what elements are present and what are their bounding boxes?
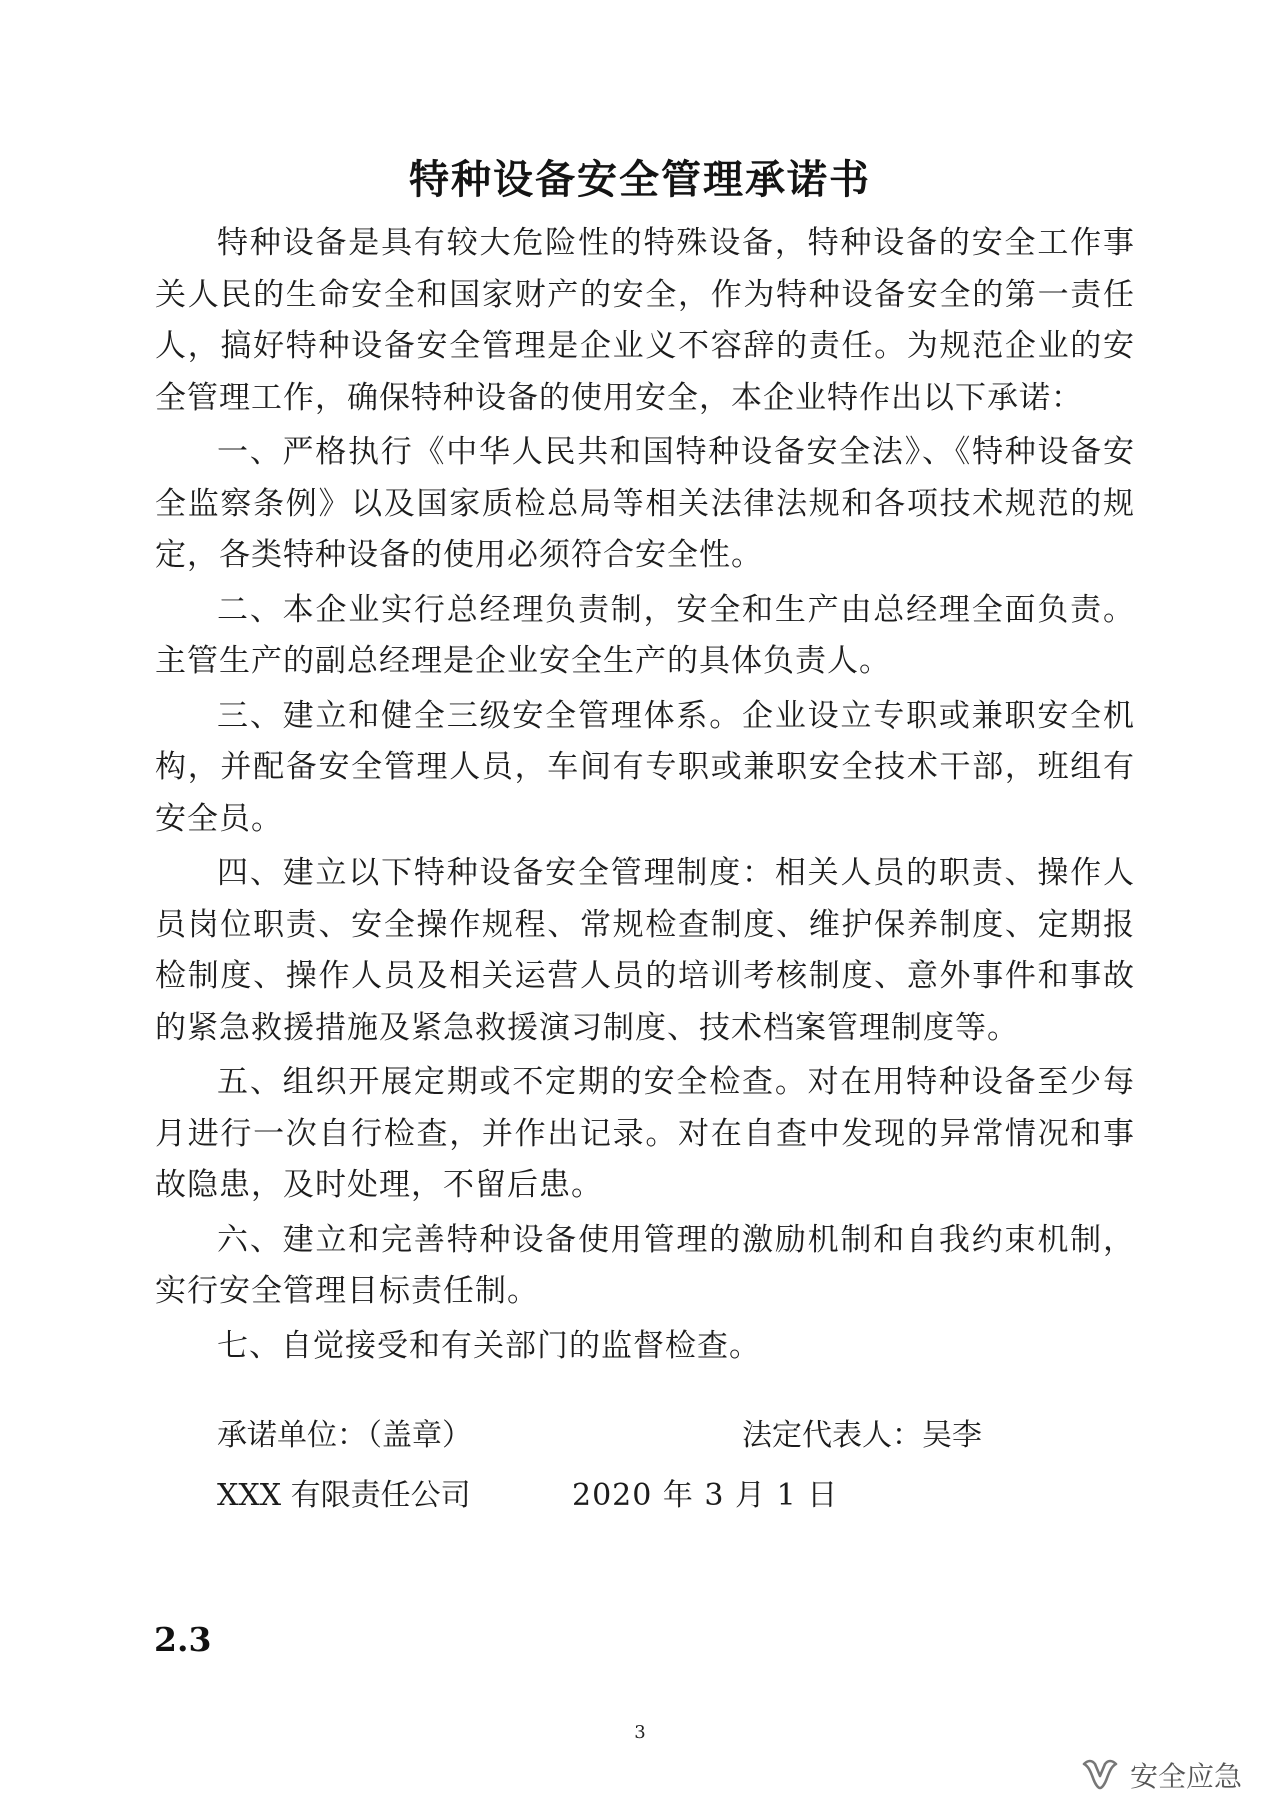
commitment-item-3: 三、建立和健全三级安全管理体系。企业设立专职或兼职安全机构，并配备安全管理人员，车间有专职或兼职安全技术干部，班组有安全员。 bbox=[155, 697, 1135, 837]
commitment-item-7: 七、自觉接受和有关部门的监督检查。 bbox=[217, 1327, 761, 1364]
intro-paragraph: 特种设备是具有较大危险性的特殊设备，特种设备的安全工作事关人民的生命安全和国家财产的安全，作为特种设备安全的第一责任人，搞好特种设备安全管理是企业义不容辞的责任。为规范企业的安全管理工作，确保特种设备的使用安全，本企业特作出以下承诺： bbox=[155, 225, 1135, 416]
wechat-channel-icon bbox=[1080, 1758, 1120, 1792]
company-name: XXX 有限责任公司 bbox=[217, 1478, 471, 1513]
commitment-item-1: 一、严格执行《中华人民共和国特种设备安全法》、《特种设备安全监察条例》以及国家质检总局等相关法律法规和各项技术规范的规定，各类特种设备的使用必须符合安全性。 bbox=[155, 434, 1135, 573]
watermark bbox=[1080, 1755, 1242, 1795]
signing-date: 2020 年 3 月 1 日 bbox=[572, 1478, 839, 1513]
watermark-text: 安全应急 bbox=[1129, 1760, 1242, 1793]
legal-representative: 法定代表人：吴李 bbox=[742, 1418, 982, 1453]
page-number: 3 bbox=[634, 1722, 646, 1743]
commitment-item-4: 四、建立以下特种设备安全管理制度：相关人员的职责、操作人员岗位职责、安全操作规程、常规检查制度、维护保养制度、定期报检制度、操作人员及相关运营人员的培训考核制度、意外事件和事故的紧急救援措施及紧急救援演习制度、技术档案管理制度等。 bbox=[155, 855, 1135, 1046]
commitment-item-6: 六、建立和完善特种设备使用管理的激励机制和自我约束机制，实行安全管理目标责任制。 bbox=[155, 1221, 1135, 1309]
document-title: 特种设备安全管理承诺书 bbox=[409, 156, 871, 203]
document-body bbox=[155, 218, 1135, 1375]
commitment-item-5: 五、组织开展定期或不定期的安全检查。对在用特种设备至少每月进行一次自行检查，并作出记录。对在自查中发现的异常情况和事故隐患，及时处理，不留后患。 bbox=[155, 1064, 1135, 1203]
section-number: 2.3 bbox=[154, 1620, 212, 1659]
committing-unit-label: 承诺单位：（盖章） bbox=[217, 1418, 472, 1453]
commitment-item-2: 二、本企业实行总经理负责制，安全和生产由总经理全面负责。主管生产的副总经理是企业安全生产的具体负责人。 bbox=[155, 591, 1135, 679]
